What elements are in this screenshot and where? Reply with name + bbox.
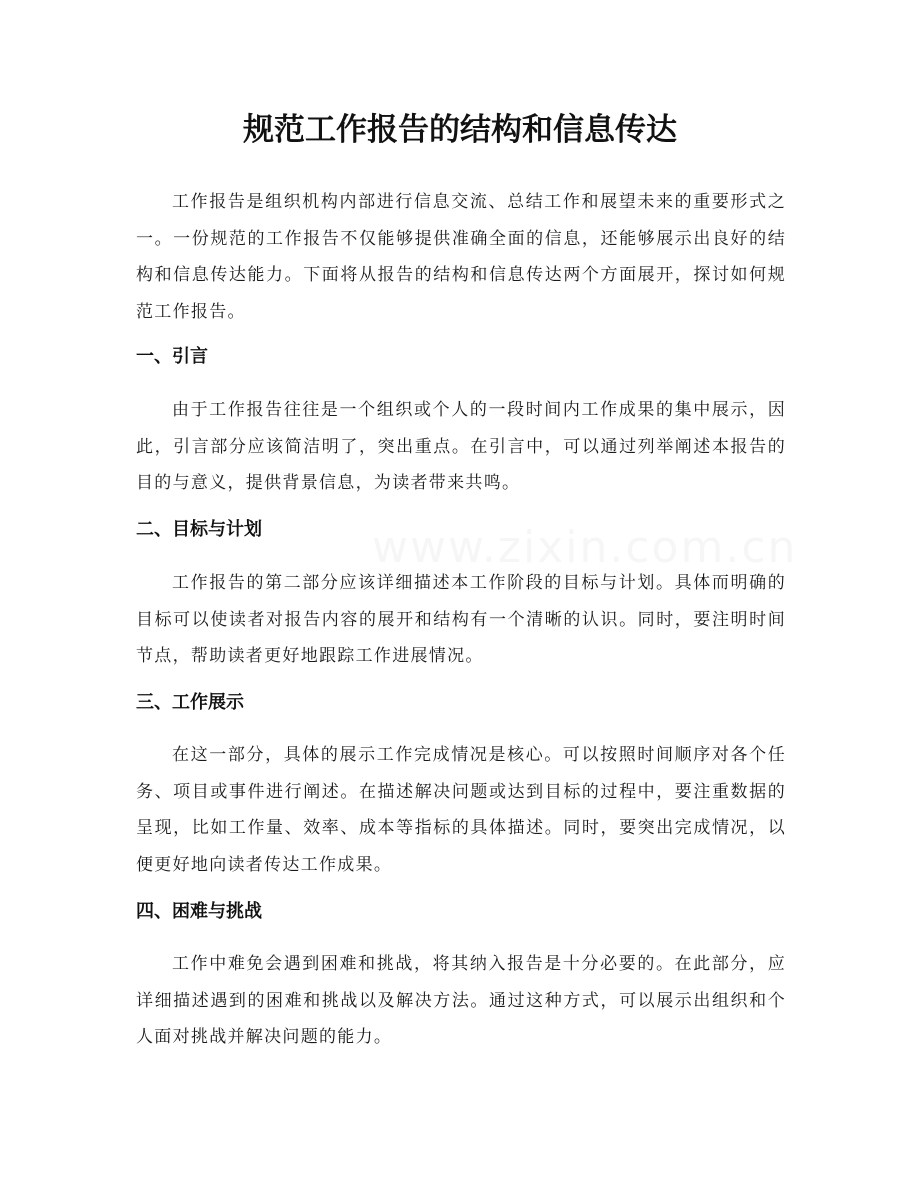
section-heading-challenges: 四、困难与挑战 [136, 901, 262, 922]
section-body-challenges: 工作中难免会遇到困难和挑战，将其纳入报告是十分必要的。在此部分，应详细描述遇到的困难和挑战以及解决方法。通过这种方式，可以展示出组织和个人面对挑战并解决问题的能力。 [136, 954, 786, 1047]
section-body-introduction: 由于工作报告往往是一个组织或个人的一段时间内工作成果的集中展示，因此，引言部分应该简洁明了，突出重点。在引言中，可以通过列举阐述本报告的目的与意义，提供背景信息，为读者带来共鸣。 [136, 400, 786, 493]
document-title: 规范工作报告的结构和信息传达 [243, 112, 677, 148]
watermark: www.zixin.com.cn [372, 522, 798, 573]
section-body-work-display: 在这一部分，具体的展示工作完成情况是核心。可以按照时间顺序对各个任务、项目或事件进行阐述。在描述解决问题或达到目标的过程中，要注重数据的呈现，比如工作量、效率、成本等指标的具体描述。同时，要突出完成情况，以便更好地向读者传达工作成果。 [136, 745, 786, 875]
intro-paragraph: 工作报告是组织机构内部进行信息交流、总结工作和展望未来的重要形式之一。一份规范的工作报告不仅能够提供准确全面的信息，还能够展示出良好的结构和信息传达能力。下面将从报告的结构和信息传达两个方面展开，探讨如何规范工作报告。 [136, 192, 786, 322]
section-heading-introduction: 一、引言 [136, 346, 208, 367]
section-heading-work-display: 三、工作展示 [136, 692, 244, 713]
section-body-goals: 工作报告的第二部分应该详细描述本工作阶段的目标与计划。具体而明确的目标可以使读者对报告内容的展开和结构有一个清晰的认识。同时，要注明时间节点，帮助读者更好地跟踪工作进展情况。 [136, 573, 786, 666]
section-heading-goals: 二、目标与计划 [136, 519, 262, 540]
